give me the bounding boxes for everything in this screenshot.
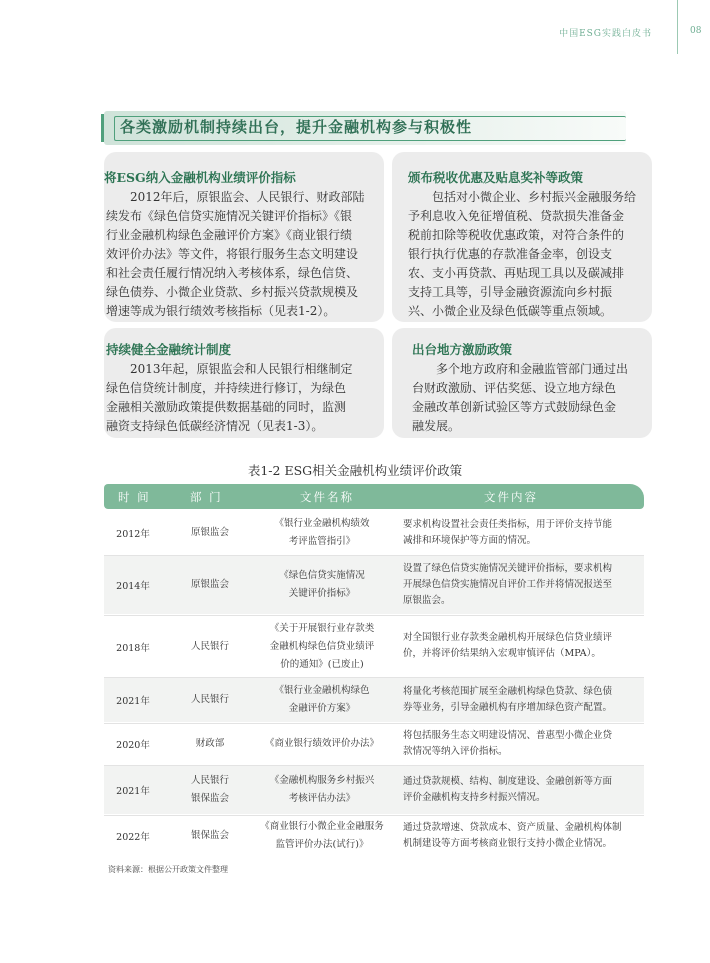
doc-line: 监管评价办法(试行)》 [275,839,369,850]
panel-title: 将ESG纳入金融机构业绩评价指标 [104,170,296,185]
dept-line: 财政部 [195,738,225,749]
panel-line: 绿色信贷统计制度，并持续进行修订，为绿色 [106,381,347,395]
panel-line: 金融改革创新试验区等方式鼓励绿色金 [412,400,617,414]
cell-content [403,820,643,852]
content-line: 开展绿色信贷实施情况自评价工作并将情况报送至 [403,579,613,590]
dept-line: 人民银行 [190,775,229,786]
doc-line: 金融评价方案》 [288,703,356,714]
cell-year: 2022年 [116,832,150,843]
dept-line: 原银监会 [190,579,229,590]
panel-line: 续发布《绿色信贷实施情况关键评价指标》《银 [106,209,353,223]
panel-line: 台财政激励、评估奖惩、设立地方绿色 [412,381,617,395]
banner-edge [101,114,104,142]
content-line: 款情况等纳入评价指标。 [403,746,508,757]
panel-line: 金融相关激励政策提供数据基础的同时，监测 [106,400,347,414]
doc-line: 考评监管指引》 [288,536,356,547]
cell-doc [258,567,386,603]
cell-year: 2018年 [116,643,150,654]
cell-year: 2020年 [116,740,150,751]
content-line: 将量化考核范围扩展至金融机构绿色贷款、绿色债 [403,686,613,697]
cell-dept [162,827,258,845]
doc-line: 《商业银行小微企业金融服务 [260,821,384,832]
table-row [104,511,644,555]
table-source-note: 资料来源：根据公开政策文件整理 [108,865,228,874]
doc-line: 《银行业金融机构绿色 [274,685,370,696]
panel-text [106,188,380,321]
table-header [104,484,644,509]
cell-year: 2012年 [116,529,150,540]
panel-line: 行业金融机构绿色金融评价方案》《商业银行绩 [106,228,353,242]
cell-content [403,728,643,760]
table-title: 表1-2 ESG相关金融机构业绩评价政策 [247,463,463,478]
cell-dept [162,735,258,753]
page-number: 08 [690,26,702,36]
content-line: 通过贷款增速、贷款成本、资产质量、金融机构体制 [403,822,622,833]
section-title: 各类激励机制持续出台，提升金融机构参与积极性 [120,118,473,136]
table-row [104,816,644,856]
cell-dept [162,691,258,709]
cell-content [403,630,643,662]
table-row [104,724,644,764]
panel-esg-evaluation [104,152,384,322]
doc-line: 《商业银行绩效评价办法》 [264,738,379,749]
cell-year: 2014年 [116,581,150,592]
panel-line: 绿色债券、小微企业贷款、乡村振兴贷款规模及 [106,285,359,299]
cell-doc [258,682,386,718]
doc-line: 《银行业金融机构绩效 [274,518,370,529]
cell-doc [258,515,386,551]
content-line: 评价金融机构支持乡村振兴情况。 [403,792,546,803]
panel-line: 予利息收入免征增值税、贷款损失准备金 [408,209,625,223]
cell-content [403,684,643,716]
doc-line: 《金融机构服务乡村振兴 [269,775,375,786]
table-row [104,766,644,814]
content-line: 对全国银行业存款类金融机构开展绿色信贷业绩评 [403,632,613,643]
section-banner [104,111,626,145]
content-line: 设置了绿色信贷实施情况关键评价指标，要求机构 [403,563,613,574]
dept-line: 原银监会 [190,527,229,538]
header-dept: 部 门 [190,490,223,504]
cell-content [403,774,643,806]
panel-local-policy [392,328,652,438]
panel-line: 和社会责任履行情况纳入考核体系，绿色信贷、 [106,266,359,280]
cell-doc [258,772,386,808]
doc-line: 关键评价指标》 [288,588,356,599]
dept-line: 银保监会 [190,793,229,804]
panel-line: 融资支持绿色低碳经济情况（见表1-3）。 [106,419,324,433]
panel-text [106,360,382,436]
cell-doc [258,818,386,854]
panel-title: 颁布税收优惠及贴息奖补等政策 [408,170,584,185]
cell-year: 2021年 [116,696,150,707]
doc-line: 考核评估办法》 [288,793,356,804]
dept-line: 人民银行 [190,641,229,652]
content-line: 原银监会。 [403,595,451,606]
panel-text [412,360,648,436]
content-line: 将包括服务生态文明建设情况、普惠型小微企业贷 [403,730,613,741]
panel-title: 出台地方激励政策 [412,342,513,357]
panel-line: 融发展。 [412,419,461,433]
panel-line: 多个地方政府和金融监管部门通过出 [436,362,629,376]
panel-tax-incentives [392,152,652,322]
content-line: 机制建设等方面考核商业银行支持小微企业情况。 [403,838,613,849]
panel-line: 2013年起，原银监会和人民银行相继制定 [130,362,353,376]
dept-line: 银保监会 [190,830,229,841]
doc-line: 金融机构绿色信贷业绩评 [269,641,375,652]
table-row [104,678,644,722]
doc-line: 价的通知》(已废止) [280,659,364,670]
header-divider [677,0,678,54]
panel-line: 农、支小再贷款、再贴现工具以及碳减排 [408,266,625,280]
panel-line: 兴、小微企业及绿色低碳等重点领域。 [408,304,613,318]
cell-dept [162,576,258,594]
cell-dept [162,524,258,542]
dept-line: 人民银行 [190,694,229,705]
panel-line: 银行执行优惠的存款准备金率，创设支 [408,247,613,261]
content-line: 减排和环境保护等方面的情况。 [403,535,537,546]
cell-doc [258,620,386,674]
cell-content [403,561,643,609]
panel-line: 税前扣除等税收优惠政策，对符合条件的 [408,228,625,242]
content-line: 通过贷款规模、结构、制度建设、金融创新等方面 [403,776,613,787]
panel-line: 支持工具等，引导金融资源流向乡村振 [408,285,613,299]
header-content: 文件内容 [484,490,538,504]
panel-title: 持续健全金融统计制度 [106,342,232,357]
cell-dept [162,638,258,656]
header-time: 时 间 [118,490,151,504]
table-row [104,556,644,614]
panel-line: 增速等成为银行绩效考核指标（见表1-2）。 [106,304,336,318]
content-line: 要求机构设置社会责任类指标，用于评价支持节能 [403,519,613,530]
cell-content [403,517,643,549]
header-title: 中国ESG实践白皮书 [559,29,652,39]
header-doc: 文件名称 [300,490,354,504]
content-line: 价，并将评价结果纳入宏观审慎评估（MPA）。 [403,648,601,659]
content-line: 券等业务，引导金融机构有序增加绿色资产配置。 [403,702,613,713]
doc-line: 《关于开展银行业存款类 [269,623,375,634]
cell-doc [258,735,386,753]
panel-line: 包括对小微企业、乡村振兴金融服务给 [432,190,637,204]
panel-text [408,188,648,321]
panel-statistics [104,328,384,438]
cell-dept [162,772,258,808]
table-row [104,616,644,676]
cell-year: 2021年 [116,786,150,797]
panel-line: 2012年后，原银监会、人民银行、财政部陆 [130,190,365,204]
panel-line: 效评价办法》等文件，将银行服务生态文明建设 [106,247,359,261]
doc-line: 《绿色信贷实施情况 [279,570,365,581]
